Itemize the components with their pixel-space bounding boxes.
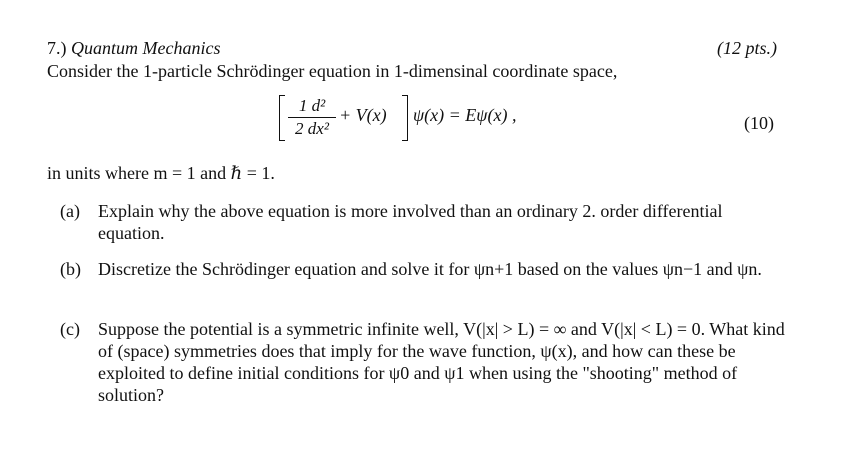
- derivative-fraction: [288, 96, 336, 139]
- potential-term: + V(x): [339, 105, 387, 125]
- units-line: in units where m = 1 and ℏ = 1.: [47, 163, 275, 183]
- fraction-denominator: 2 dx²: [295, 119, 329, 138]
- part-b-label: (b): [60, 259, 81, 279]
- problem-points: (12 pts.): [717, 38, 777, 58]
- problem-intro: Consider the 1-particle Schrödinger equation in 1-dimensinal coordinate space,: [47, 61, 618, 81]
- problem-number: 7.): [47, 38, 67, 58]
- part-c-text: Suppose the potential is a symmetric infinite well, V(|x| > L) = ∞ and V(|x| < L) = 0. What kind of (space) symmetries does that imply for the wave function, ψ(x), and how can these be exploited to define initial conditions for ψ0 and ψ1 when using the "shooting" method of solution?: [98, 319, 785, 405]
- left-bracket: [279, 95, 285, 141]
- part-c-label: (c): [60, 319, 80, 339]
- part-a-label: (a): [60, 201, 80, 221]
- right-bracket: [402, 95, 408, 141]
- part-b-text: Discretize the Schrödinger equation and solve it for ψn+1 based on the values ψn−1 and ψn.: [98, 259, 762, 279]
- equation-rhs: ψ(x) = Eψ(x) ,: [413, 105, 517, 125]
- part-a: [60, 200, 790, 244]
- fraction-numerator: 1 d²: [298, 96, 326, 115]
- problem-header: [47, 37, 220, 59]
- part-c: [60, 318, 790, 406]
- part-b: [60, 258, 790, 280]
- fraction-bar: [288, 117, 336, 118]
- part-a-text: Explain why the above equation is more involved than an ordinary 2. order differential equation.: [98, 201, 723, 243]
- equation-number: (10): [744, 113, 774, 133]
- problem-title: Quantum Mechanics: [71, 38, 221, 58]
